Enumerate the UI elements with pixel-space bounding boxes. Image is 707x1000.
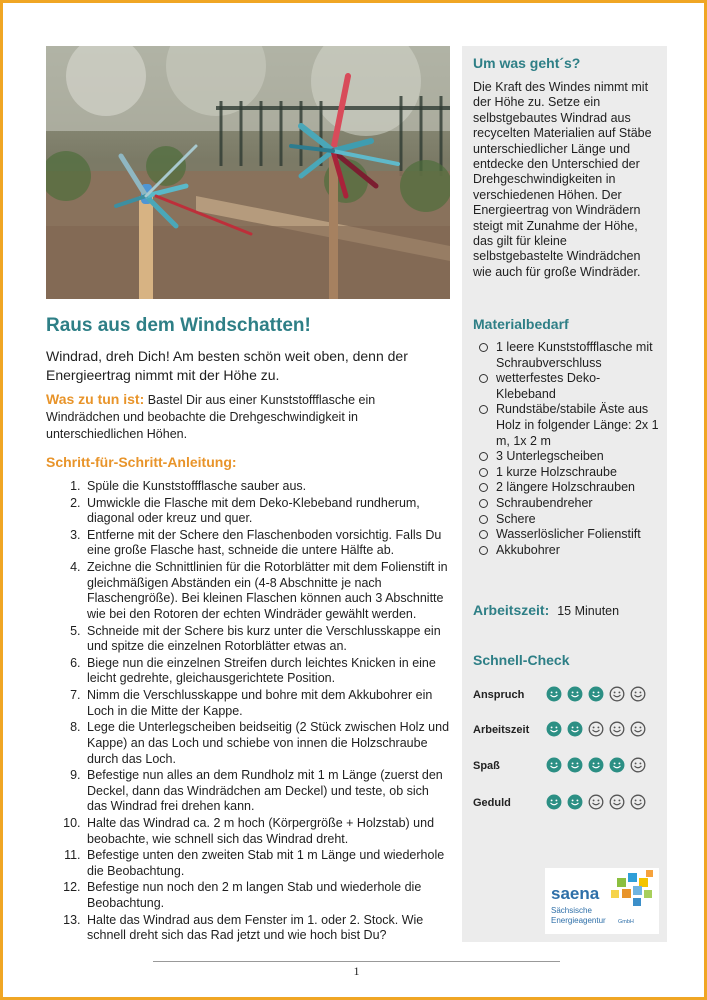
about-heading: Um was geht´s? [473,55,581,71]
smiley-outline-icon [630,794,646,810]
todo-label: Was zu tun ist: [46,391,145,407]
intro-text: Windrad, dreh Dich! Am besten schön weit oben, denn der Energieertrag nimmt mit der Höhe zu. [46,348,408,383]
circle-bullet-icon [479,374,488,383]
logo-suffix: GmbH [618,919,634,925]
check-label: Spaß [473,760,500,772]
smiley-outline-icon [588,794,604,810]
steps-list [46,479,451,945]
step-item: 5. Schneide mit der Schere bis kurz unter die Verschlusskappe ein und spitze die einzelnen Rotorblätter etwas an. [84,624,451,655]
sidebar [462,46,667,942]
smiley-filled-icon [567,757,583,773]
circle-bullet-icon [479,483,488,492]
smiley-filled-icon [546,686,562,702]
check-label: Geduld [473,797,511,809]
smiley-outline-icon [630,721,646,737]
todo-text: Bastel Dir aus einer Kunststoffflasche ein Windrädchen und beobachte die Drehgeschwindigkeit in unterschiedlichen Höhen. [46,393,376,441]
step-item: 8. Lege die Unterlegscheiben beidseitig (2 Stück zwischen Holz und Kappe) an das Loch und schiebe von innen die Holzschraube durch das Loch. [84,720,451,767]
smiley-outline-icon [630,757,646,773]
step-item: 10. Halte das Windrad ca. 2 m hoch (Körpergröße + Holzstab) und beobachte, wie schnell sich das Windrad dreht. [84,816,451,847]
step-item: 7. Nimm die Verschlusskappe und bohre mit dem Akkubohrer ein Loch in die Mitte der Kappe. [84,688,451,719]
step-item: 9. Befestige nun alles an dem Rundholz mit 1 m Länge (zuerst den Deckel, dann das Windrädchen am Deckel) und teste, ob sich das Windrad frei drehen kann. [84,768,451,815]
smiley-filled-icon [546,757,562,773]
smiley-filled-icon [567,721,583,737]
step-item: 12. Befestige nun noch den 2 m langen Stab und wiederhole die Beobachtung. [84,880,451,911]
materials-heading: Materialbedarf [473,316,569,332]
check-row [473,794,663,812]
step-item: 2. Umwickle die Flasche mit dem Deko-Klebeband rundherum, diagonal oder kreuz und quer. [84,496,451,527]
step-item: 4. Zeichne die Schnittlinien für die Rotorblätter mit dem Folienstift in gleichmäßigen Abständen ein (4-8 Abschnitte je nach Flaschengröße). Bei kleinen Flaschen können auch 3 Abschnitte wie bei den Rotoren der echten Windräder gewählt werden. [84,560,451,623]
saena-logo [545,868,659,934]
footer-line [153,961,560,962]
check-heading: Schnell-Check [473,652,570,668]
smiley-filled-icon [567,686,583,702]
step-item: 1. Spüle die Kunststoffflasche sauber aus. [84,479,451,495]
smiley-filled-icon [546,721,562,737]
page-number: 1 [353,964,360,978]
material-item: Rundstäbe/stabile Äste aus Holz in folgender Länge: 2x 1 m, 1x 2 m [473,402,659,449]
smiley-outline-icon [609,721,625,737]
material-item: wetterfestes Deko-Klebeband [473,371,659,402]
todo-paragraph [46,391,451,443]
smiley-outline-icon [630,686,646,702]
logo-line1: Sächsische [551,906,592,915]
pinwheel-photo-illustration [46,46,450,299]
smiley-outline-icon [609,686,625,702]
smiley-outline-icon [588,721,604,737]
page-title: Raus aus dem Windschatten! [46,315,311,336]
check-row [473,686,663,704]
materials-list [473,340,659,558]
rating-faces [546,721,646,737]
circle-bullet-icon [479,468,488,477]
step-item: 3. Entferne mit der Schere den Flaschenboden vorsichtig. Falls Du eine große Flasche hast, schneide die untere Hälfte ab. [84,528,451,559]
material-item: Schraubendreher [473,496,659,512]
check-label: Anspruch [473,689,525,701]
check-row [473,757,663,775]
check-row [473,721,663,739]
check-label: Arbeitszeit [473,724,530,736]
logo-line2: Energieagentur [551,916,606,925]
material-item: Schere [473,512,659,528]
smiley-filled-icon [567,794,583,810]
smiley-filled-icon [588,757,604,773]
step-item: 11. Befestige unten den zweiten Stab mit 1 m Länge und wiederhole die Beobachtung. [84,848,451,879]
circle-bullet-icon [479,343,488,352]
smiley-filled-icon [588,686,604,702]
smiley-outline-icon [609,794,625,810]
circle-bullet-icon [479,515,488,524]
logo-mark-icon [611,870,653,906]
step-item: 13. Halte das Windrad aus dem Fenster im 1. oder 2. Stock. Wie schnell dreht sich das Rad jetzt und wie hoch bist Du? [84,913,451,944]
pinwheel-photo [46,46,450,299]
step-item: 6. Biege nun die einzelnen Streifen durch leichtes Knicken in eine leicht gedrehte, gleichausgerichtete Position. [84,656,451,687]
circle-bullet-icon [479,530,488,539]
worktime-value: 15 Minuten [557,604,620,618]
circle-bullet-icon [479,452,488,461]
rating-faces [546,686,646,702]
circle-bullet-icon [479,405,488,414]
smiley-filled-icon [609,757,625,773]
circle-bullet-icon [479,499,488,508]
material-item: Wasserlöslicher Folienstift [473,527,659,543]
worktime [473,602,619,618]
worktime-label: Arbeitszeit: [473,602,550,618]
rating-faces [546,757,646,773]
circle-bullet-icon [479,546,488,555]
material-item: 2 längere Holzschrauben [473,480,659,496]
smiley-filled-icon [546,794,562,810]
material-item: 3 Unterlegscheiben [473,449,659,465]
steps-heading: Schritt-für-Schritt-Anleitung: [46,454,237,470]
about-text: Die Kraft des Windes nimmt mit der Höhe zu. Setze ein selbstgebautes Windrad aus recycelten Materialien auf Stäbe unterschiedlicher Länge und entdecke den Unterschied der Drehgeschwindigkeiten in verschiedenen Höhen. Der Energieertrag von Windrädern steigt mit Zunahme der Höhe, das gilt für kleine selbstgebastelte Windrädchen wie auch für große Windräder. [473,80,652,279]
material-item: 1 leere Kunststoffflasche mit Schraubverschluss [473,340,659,371]
material-item: Akkubohrer [473,543,659,559]
logo-name: saena [551,884,600,903]
material-item: 1 kurze Holzschraube [473,465,659,481]
rating-faces [546,794,646,810]
